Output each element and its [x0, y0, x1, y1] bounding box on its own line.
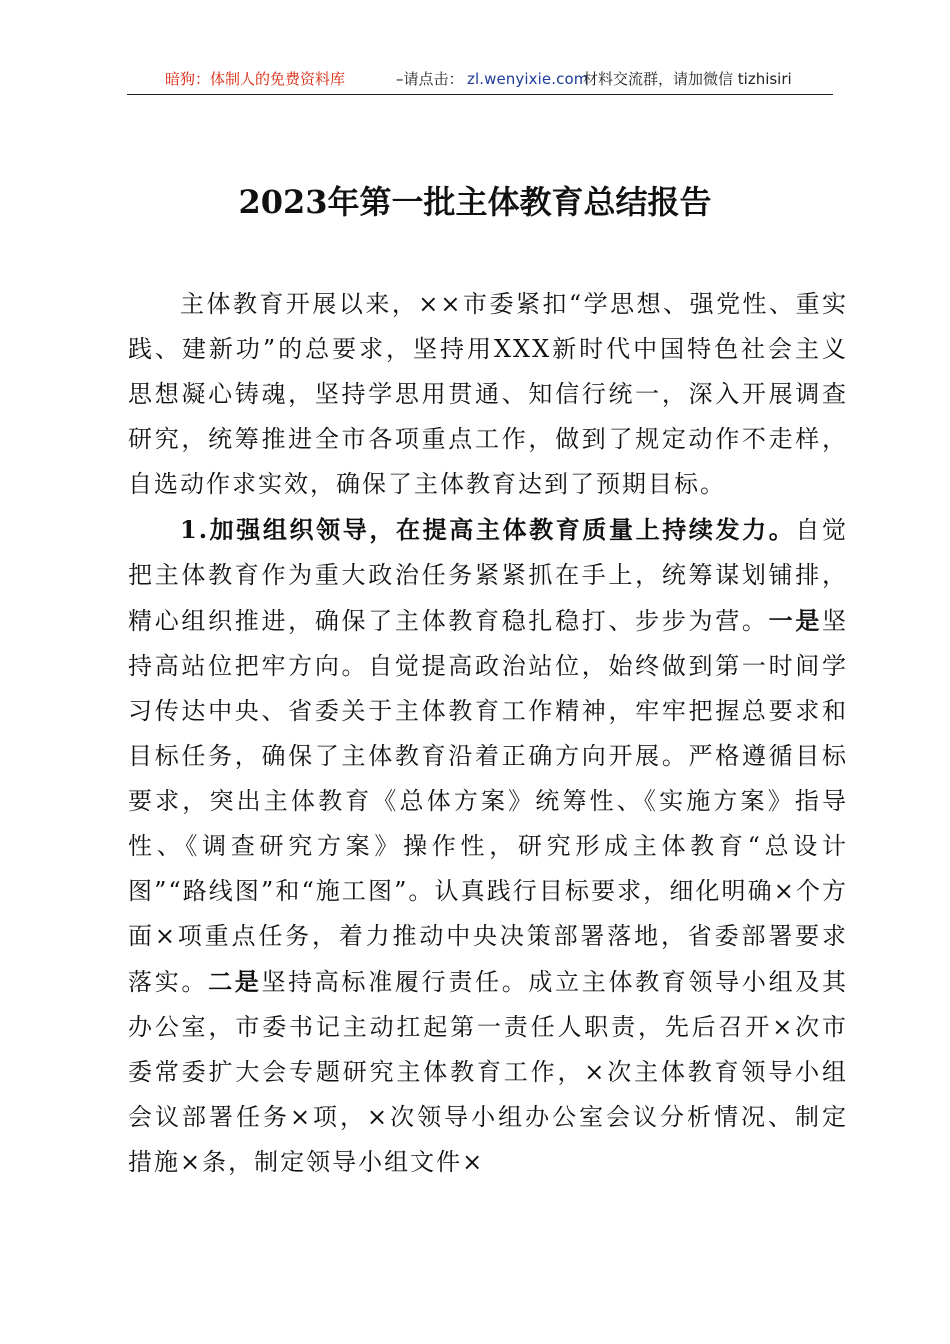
- intro-paragraph: 主体教育开展以来，××市委紧扣“学思想、强党性、重实践、建新功”的总要求，坚持用XXX新时代中国特色社会主义思想凝心铸魂，坚持学思用贯通、知信行统一，深入开展调查研究，统筹推进全市各项重点工作，做到了规定动作不走样，自选动作求实效，确保了主体教育达到了预期目标。: [128, 290, 848, 498]
- header-site-name: 暗狗：体制人的免费资料库: [165, 70, 346, 88]
- section-1-heading: 1.加强组织领导，在提高主体教育质量上持续发力。: [180, 515, 796, 544]
- point-1-text: 坚持高站位把牢方向。自觉提高政治站位，始终做到第一时间学习传达中央、省委关于主体教育工作精神，牢牢把握总要求和目标任务，确保了主体教育沿着正确方向开展。严格遵循目标要求，突出主体教育《总体方案》统筹性、《实施方案》指导性、《调查研究方案》操作性，研究形成主体教育“总设计图”“路线图”和“施工图”。认真践行目标要求，细化明确×个方面×项重点任务，着力推动中央决策部署落地，省委部署要求落实。: [128, 607, 849, 996]
- page-header: [127, 66, 833, 95]
- point-2-label: 二是: [208, 967, 262, 996]
- header-wechat-note: 材料交流群，请加微信 tizhisiri: [583, 70, 792, 88]
- document-body: [128, 282, 848, 1185]
- header-cta: –请点击：: [396, 70, 464, 88]
- header-url-link[interactable]: zl.wenyixie.com: [467, 70, 589, 88]
- section-1-lead: 自觉把主体教育作为重大政治任务紧紧抓在手上，统筹谋划铺排，精心组织推进，确保了主体教育稳扎稳打、步步为营。: [128, 516, 848, 635]
- section-1-paragraph: [128, 507, 848, 1185]
- point-2-text: 坚持高标准履行责任。成立主体教育领导小组及其办公室，市委书记主动扛起第一责任人职责，先后召开×次市委常委扩大会专题研究主体教育工作，×次主体教育领导小组会议部署任务×项，×次领导小组办公室会议分析情况、制定措施×条，制定领导小组文件×: [128, 968, 849, 1176]
- document-title: 2023年第一批主体教育总结报告: [238, 183, 712, 221]
- point-1-label: 一是: [768, 606, 823, 635]
